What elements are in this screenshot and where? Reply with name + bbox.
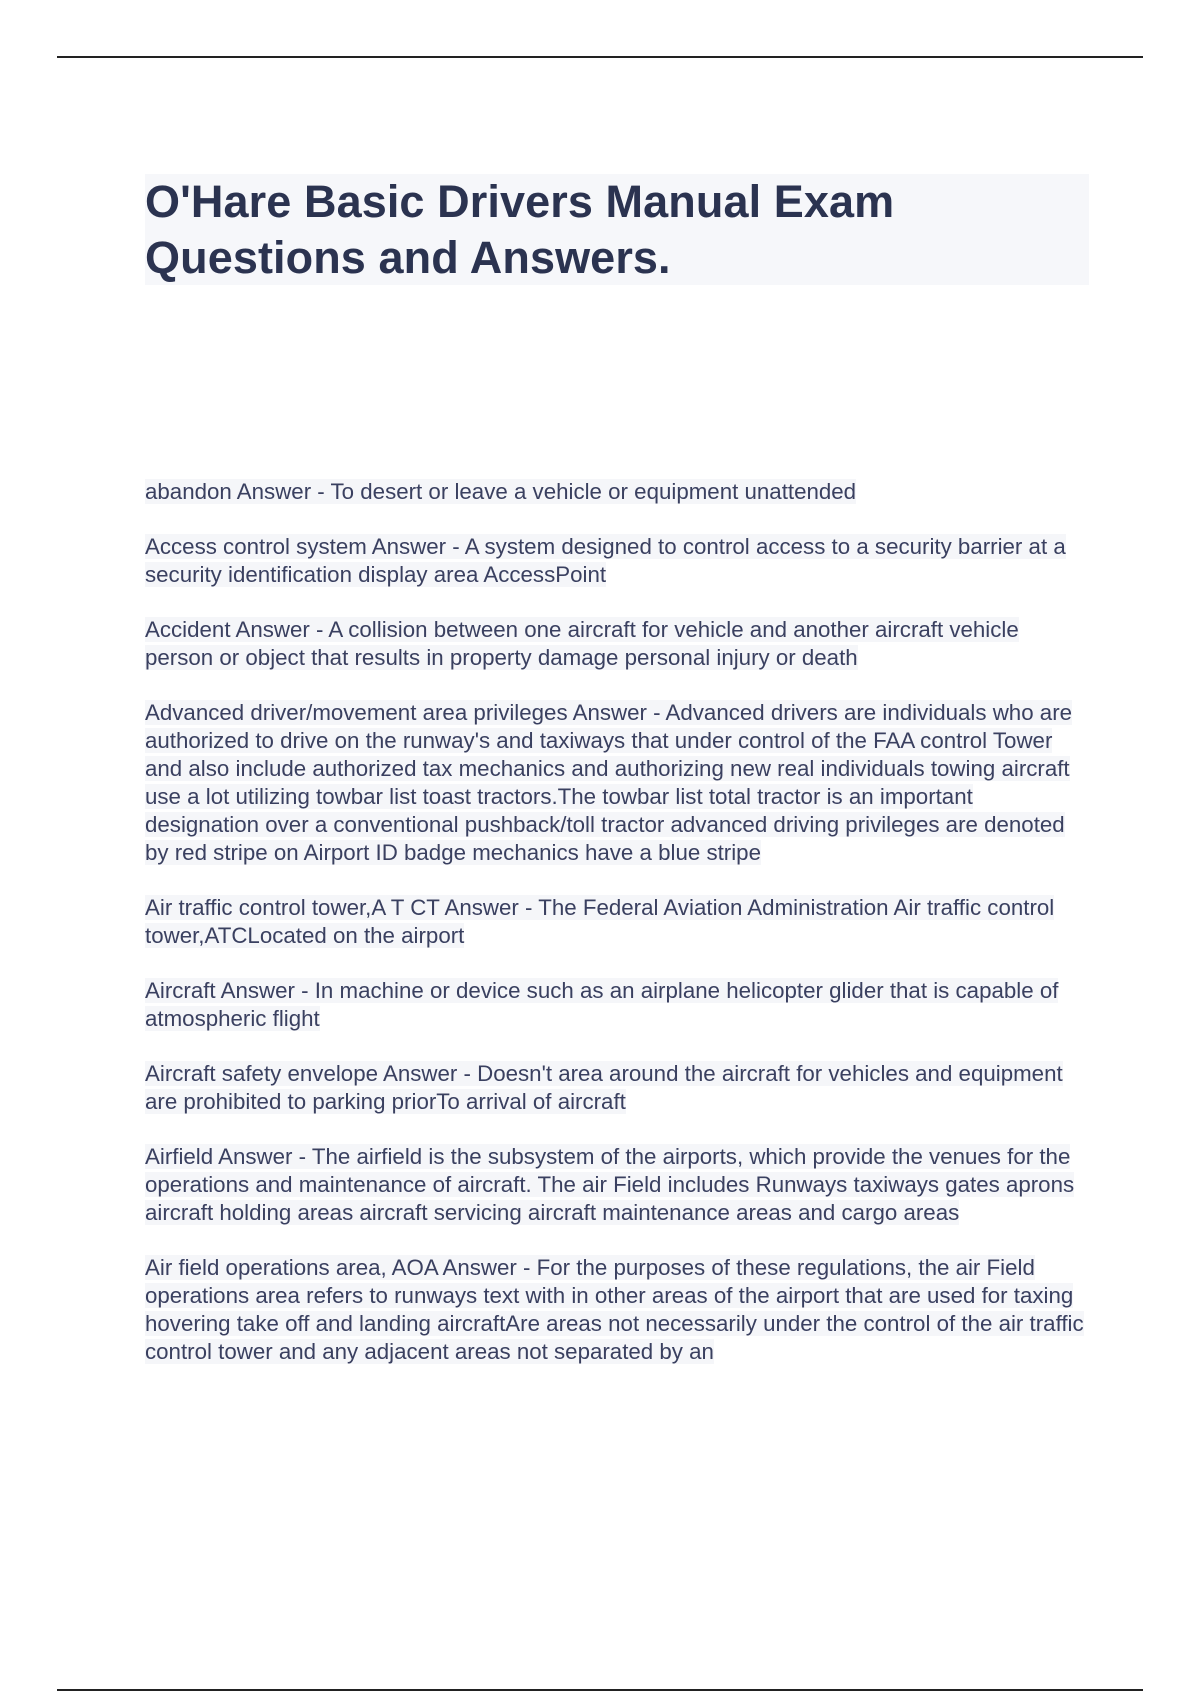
entries-list xyxy=(145,478,1091,1393)
entry-airfield xyxy=(145,1143,1091,1227)
entry-text: Air traffic control tower,A T CT Answer - The Federal Aviation Administration Air traffic control tower,ATCLocated on the airport xyxy=(145,895,1055,948)
entry-abandon xyxy=(145,478,1091,506)
entry-text: Accident Answer - A collision between one aircraft for vehicle and another aircraft vehicle person or object that results in property damage personal injury or death xyxy=(145,617,1019,670)
entry-advanced-driver xyxy=(145,699,1091,867)
entry-air-field-operations-area xyxy=(145,1254,1091,1366)
entry-text: Aircraft safety envelope Answer - Doesn't area around the aircraft for vehicles and equipment are prohibited to parking priorTo arrival of aircraft xyxy=(145,1061,1063,1114)
entry-text: abandon Answer - To desert or leave a vehicle or equipment unattended xyxy=(145,479,857,504)
entry-aircraft-safety-envelope xyxy=(145,1060,1091,1116)
entry-access-control-system xyxy=(145,533,1091,589)
entry-aircraft xyxy=(145,977,1091,1033)
entry-text: Aircraft Answer - In machine or device such as an airplane helicopter glider that is capable of atmospheric flight xyxy=(145,978,1059,1031)
entry-text: Access control system Answer - A system designed to control access to a security barrier at a security identification display area AccessPoint xyxy=(145,534,1066,587)
entry-text: Air field operations area, AOA Answer - For the purposes of these regulations, the air Field operations area refers to runways text with in other areas of the airport that are used for taxing hovering take off and landing aircraftAre areas not necessarily under the control of the air traffic control tower and any adjacent areas not separated by an xyxy=(145,1255,1084,1364)
entry-text: Advanced driver/movement area privileges Answer - Advanced drivers are individuals who are authorized to drive on the runway's and taxiways that under control of the FAA control Tower and also include authorized tax mechanics and authorizing new real individuals towing aircraft use a lot utilizing towbar list toast tractors.The towbar list total tractor is an important designation over a conventional pushback/toll tractor advanced driving privileges are denoted by red stripe on Airport ID badge mechanics have a blue stripe xyxy=(145,700,1073,865)
header-rule xyxy=(57,56,1143,58)
entry-air-traffic-control-tower xyxy=(145,894,1091,950)
title-block xyxy=(145,174,1089,285)
document-title: O'Hare Basic Drivers Manual Exam Questions and Answers. xyxy=(145,176,895,283)
entry-accident xyxy=(145,616,1091,672)
footer-rule xyxy=(57,1689,1143,1691)
entry-text: Airfield Answer - The airfield is the subsystem of the airports, which provide the venues for the operations and maintenance of aircraft. The air Field includes Runways taxiways gates aprons aircraft holding areas aircraft servicing aircraft maintenance areas and cargo areas xyxy=(145,1144,1075,1225)
